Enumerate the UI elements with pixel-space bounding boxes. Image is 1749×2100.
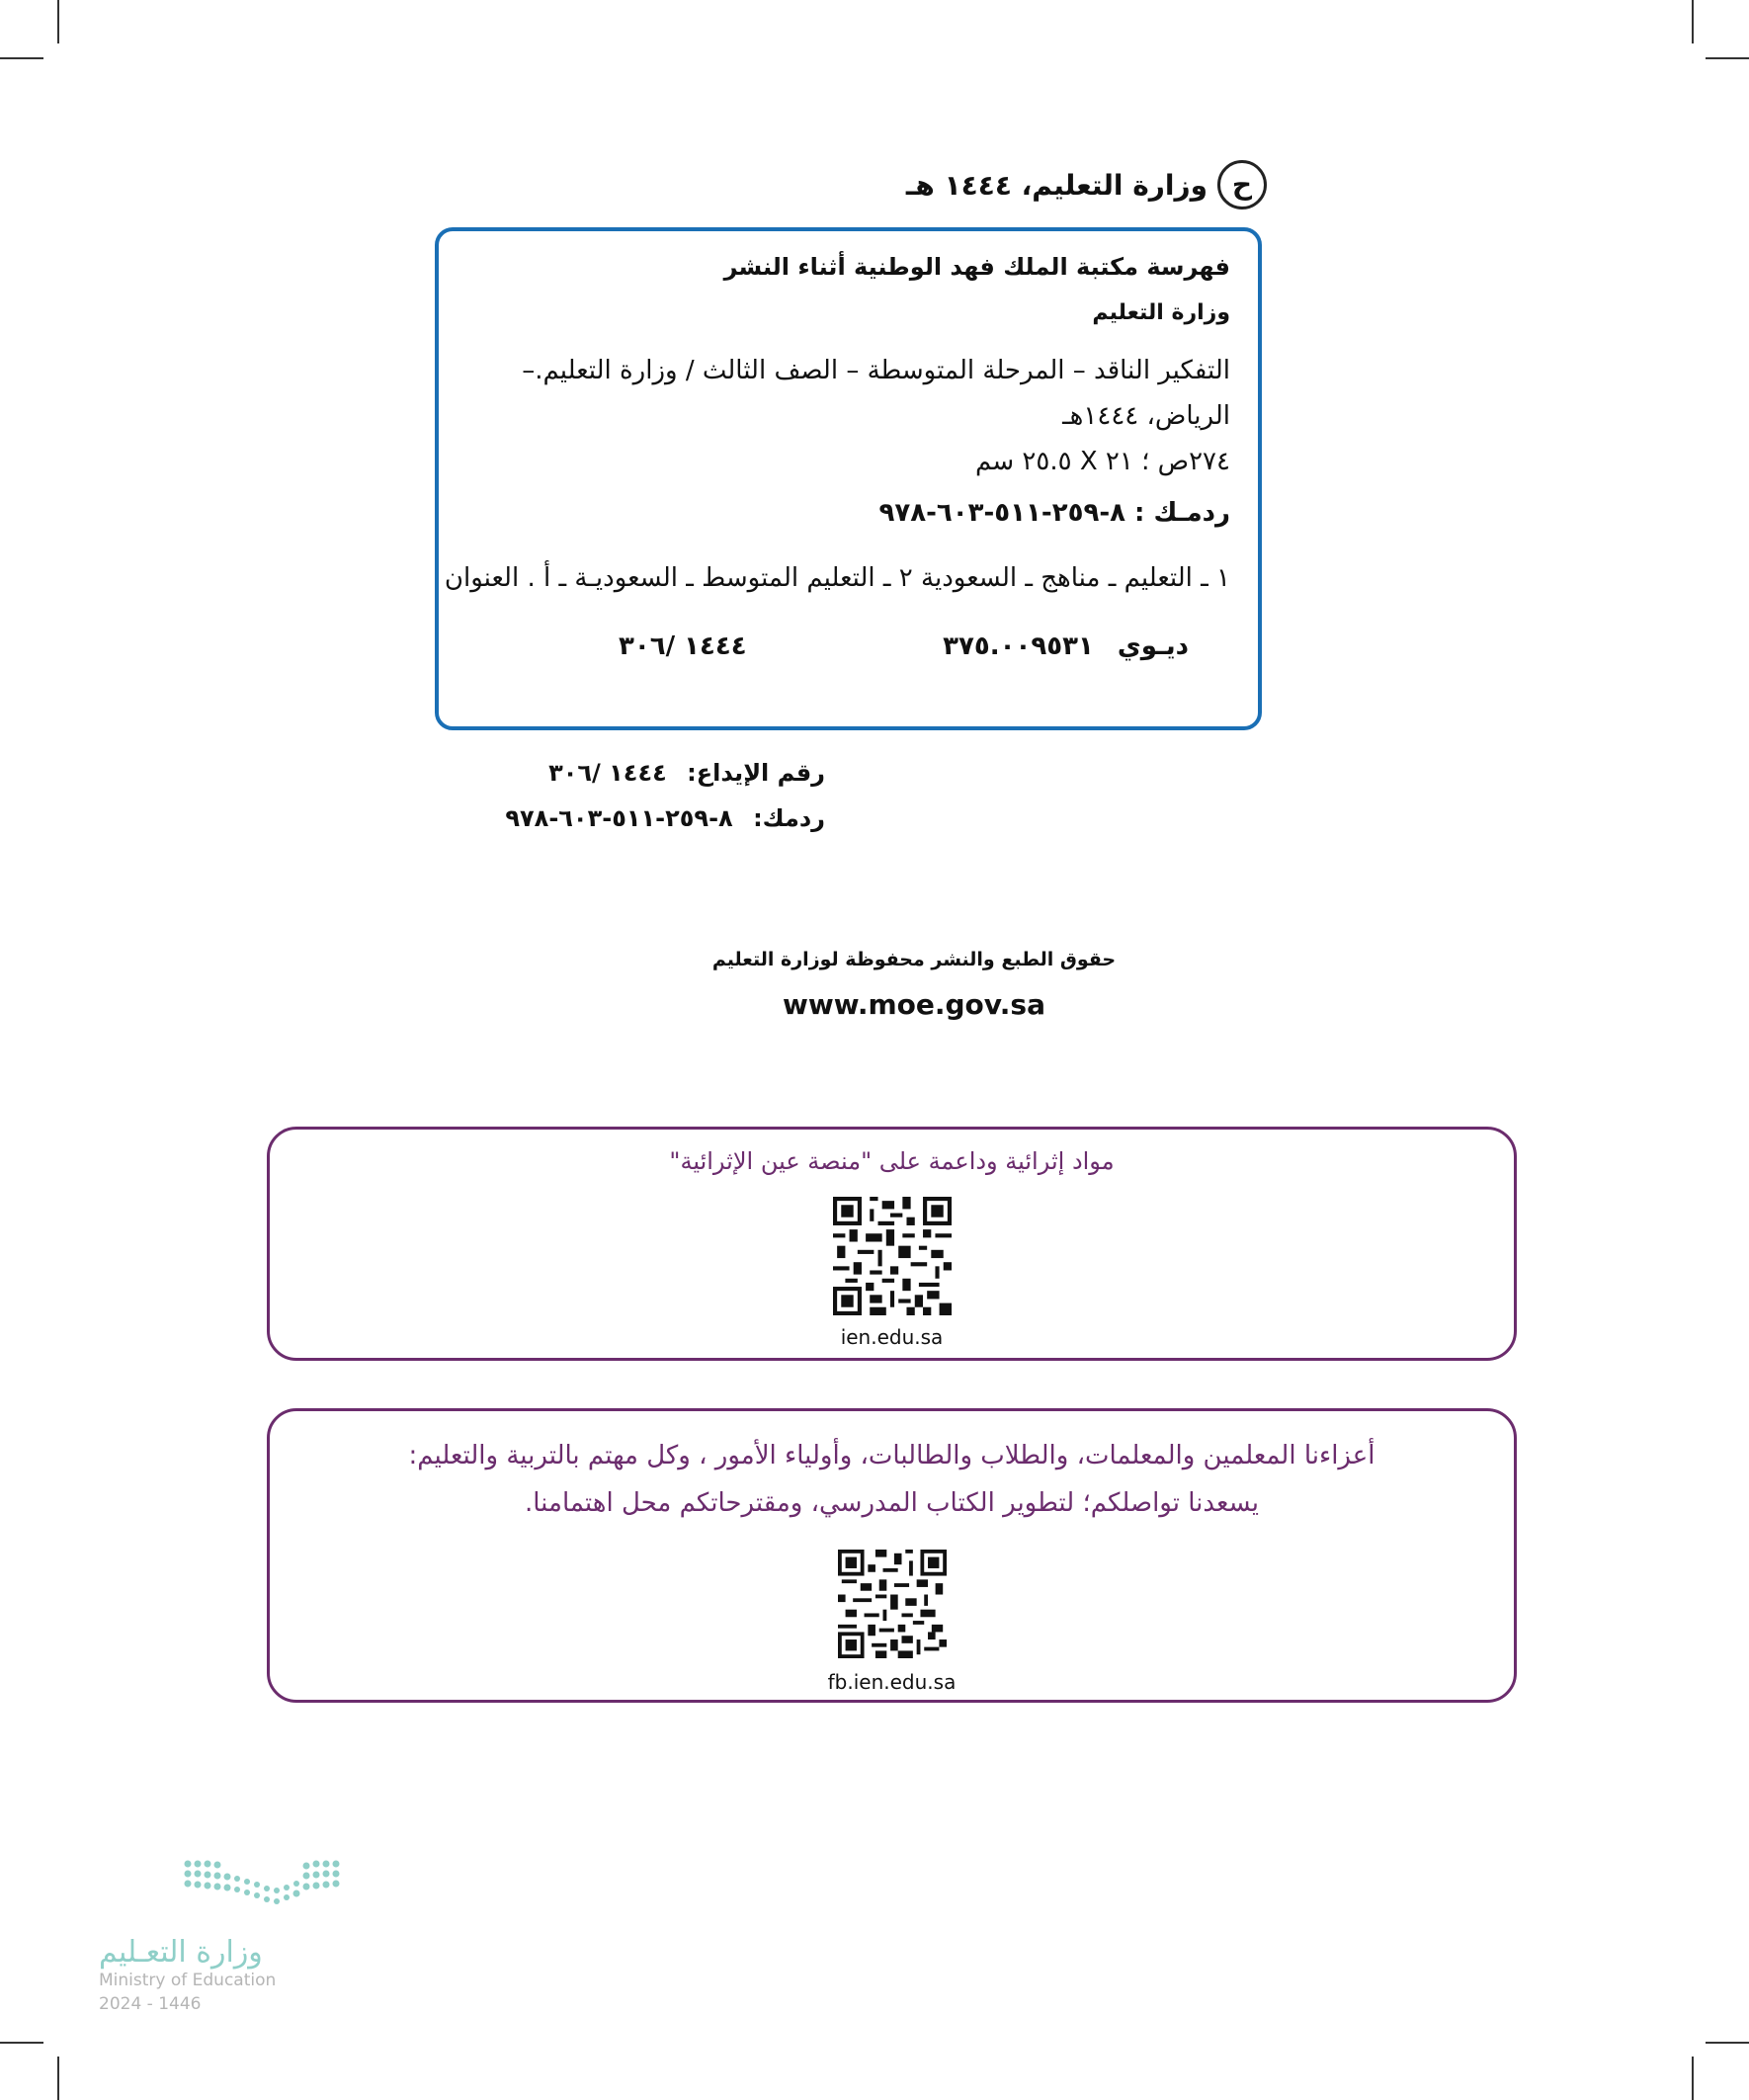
deposit-line [548,759,825,787]
logo-dots-icon [182,1858,350,1907]
feedback-link[interactable]: fb.ien.edu.sa [827,1670,957,1694]
catalog-title: فهرسة مكتبة الملك فهد الوطنية أثناء النشر [723,253,1230,281]
rights-notice: حقوق الطبع والنشر محفوظة لوزارة التعليم [711,949,1117,970]
catalog-pages: ٢٧٤ص ؛ ٢١ X ٢٥.٥ سم [975,447,1230,476]
deposit-value: ١٤٤٤ /٣٠٦ [548,759,667,787]
copyright-text: وزارة التعليم، ١٤٤٤ هـ [905,168,1208,202]
logo-english: Ministry of Education [99,1971,277,1990]
crop-mark [1706,2042,1749,2044]
catalog-deposit-number: ١٤٤٤ /٣٠٦ [619,631,747,661]
catalog-dewey [943,631,1189,661]
feedback-box [267,1408,1517,1703]
qr-code-icon[interactable] [838,1550,947,1658]
enrichment-text: مواد إثرائية وداعمة على "منصة عين الإثرائية" [669,1147,1115,1175]
copyright-symbol: ح [1217,160,1267,210]
catalog-subjects: ١ ـ التعليم ـ مناهج ـ السعودية ٢ ـ التعليم المتوسط ـ السعوديـة ـ أ . العنوان [444,563,1230,593]
feedback-line2: يسعدنا تواصلكم؛ لتطوير الكتاب المدرسي، ومقترحاتكم محل اهتمامنا. [524,1488,1260,1518]
logo-arabic: وزارة التعـليم [99,1935,263,1970]
feedback-line1: أعزاءنا المعلمين والمعلمات، والطلاب والطالبات، وأولياء الأمور ، وكل مهتم بالتربية والتعليم: [408,1441,1375,1470]
dewey-number: ٣٧٥.٠٠٩٥٣١ [943,631,1094,661]
crop-mark [57,2057,59,2100]
catalog-box [435,227,1262,730]
crop-mark [1692,0,1694,43]
copyright-line [906,160,1267,210]
deposit-label: رقم الإيداع: [687,759,825,787]
qr-code-icon[interactable] [833,1197,952,1315]
isbn-label: ردمك: [753,804,825,832]
crop-mark [57,0,59,43]
ien-link[interactable]: ien.edu.sa [840,1325,944,1349]
crop-mark [1706,57,1749,59]
catalog-author: وزارة التعليم [1092,300,1230,325]
ministry-logo [99,1858,356,2016]
enrichment-box [267,1127,1517,1361]
isbn-value: ٨-٢٥٩-٥١١-٦٠٣-٩٧٨ [505,804,733,832]
dewey-label: ديـوي [1117,631,1189,661]
logo-year: 2024 - 1446 [99,1994,202,2014]
isbn-line [505,804,825,832]
catalog-isbn: ردمـك : ٨-٢٥٩-٥١١-٦٠٣-٩٧٨ [878,498,1230,528]
crop-mark [1692,2057,1694,2100]
website-link[interactable]: www.moe.gov.sa [783,988,1045,1021]
catalog-description: التفكير الناقد – المرحلة المتوسطة – الصف الثالث / وزارة التعليم.– الرياض، ١٤٤٤هـ [522,356,1230,431]
crop-mark [0,2042,43,2044]
crop-mark [0,57,43,59]
